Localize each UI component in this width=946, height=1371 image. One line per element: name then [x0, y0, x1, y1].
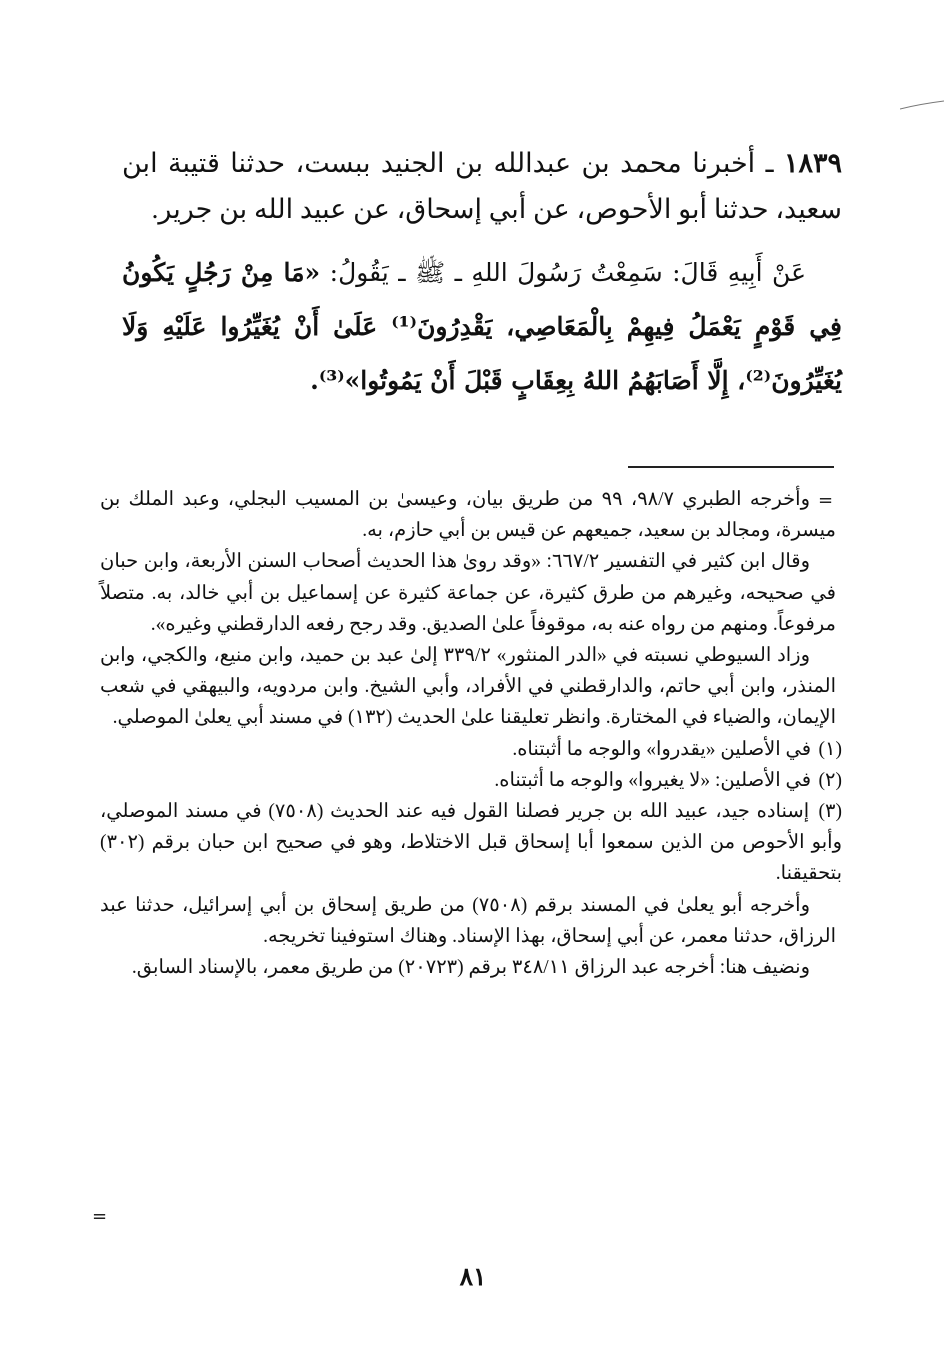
footnote-2: [100, 765, 842, 796]
hadith-number: ١٨٣٩: [783, 148, 842, 178]
scan-artifact-line: [900, 100, 944, 110]
hadith-text: [122, 246, 842, 408]
main-text: [122, 140, 842, 408]
page-number: ٨١: [459, 1262, 487, 1291]
note-paragraph-1: وأخرجه الطبري ٩٨/٧، ٩٩ من طريق بيان، وعيسىٰ بن المسيب البجلي، وعبد الملك بن ميسرة، ومجالد بن سعيد، جميعهم عن قيس بن أبي حازم، به.: [100, 489, 836, 542]
footnote-3-text: إسناده جيد، عبيد الله بن جرير فصلنا القول فيه عند الحديث (٧٥٠٨) في مسند الموصلي، وأبو الأحوص من الذين سمعوا أبا إسحاق قبل الاختلاط، وهو في صحيح ابن حبان برقم (٣٠٢) بتحقيقنا.: [100, 801, 842, 885]
note-paragraph-2: وقال ابن كثير في التفسير ٦٦٧/٢: «وقد روىٰ هذا الحديث أصحاب السنن الأربعة، وابن حبان في صحيحه، وغيرهم من طرق كثيرة، عن جماعة كثيرة عن إسماعيل بن أبي خالد، به. متصلاً مرفوعاً. ومنهم من رواه عنه به، موقوفاً علىٰ الصديق. وقد رجح رفعه الدارقطني وغيره».: [100, 551, 836, 635]
hadith-matn: «مَا مِنْ رَجُلٍ يَكُونُ فِي قَوْمٍ يَعْمَلُ فِيهِمْ بِالْمَعَاصِي، يَقْدِرُونَ⁽¹⁾ عَلَىٰ أَنْ يُغَيِّرُوا عَلَيْهِ وَلَا يُغَيِّرُونَ⁽²⁾، إِلَّا أَصَابَهُمُ اللهُ بِعِقَابٍ قَبْلَ أَنْ يَمُوتُوا»⁽³⁾.: [122, 258, 842, 395]
continuation-mark: =: [818, 490, 834, 511]
footnote-3-mark: (٣): [818, 801, 843, 823]
footnote-2-mark: (٢): [818, 769, 842, 791]
footnotes: [100, 484, 842, 983]
footnote-1-mark: (١): [818, 738, 842, 760]
footnote-1-text: في الأصلين «يقدروا» والوجه ما أثبتناه.: [512, 738, 812, 760]
footnote-separator: [628, 466, 834, 468]
footnote-2-text: في الأصلين: «لا يغيروا» والوجه ما أثبتناه.: [494, 769, 812, 791]
hadith-intro: [122, 140, 842, 232]
continues-mark: =: [92, 1206, 108, 1227]
footnote-1: [100, 734, 842, 765]
hadith-isnad: عَنْ أَبِيهِ قَالَ: سَمِعْتُ رَسُولَ اللهِ ـ ﷺ ـ يَقُولُ:: [320, 258, 806, 287]
hadith-chain: ـ أخبرنا محمد بن عبدالله بن الجنيد ببست، حدثنا قتيبة ابن سعيد، حدثنا أبو الأحوص، عن أبي إسحاق، عن عبيد الله بن جرير.: [122, 148, 842, 224]
note-paragraph-5: ونضيف هنا: أخرجه عبد الرزاق ٣٤٨/١١ برقم (٢٠٧٢٣) من طريق معمر، بالإسناد السابق.: [131, 957, 810, 979]
note-paragraph-4: وأخرجه أبو يعلىٰ في المسند برقم (٧٥٠٨) من طريق إسحاق بن أبي إسرائيل، حدثنا عبد الرزاق، حدثنا معمر، عن أبي إسحاق، بهذا الإسناد. وهناك استوفينا تخريجه.: [100, 894, 836, 947]
note-paragraph-3: وزاد السيوطي نسبته في «الدر المنثور» ٣٣٩/٢ إلىٰ عبد بن حميد، وابن منيع، والكجي، وابن المنذر، وابن أبي حاتم، والدارقطني في الأفراد، وأبي الشيخ. وابن مردويه، والبيهقي في شعب الإيمان، والضياء في المختارة. وانظر تعليقنا علىٰ الحديث (١٣٢) في مسند أبي يعلىٰ الموصلي.: [100, 645, 836, 729]
footnote-3: [100, 796, 842, 890]
